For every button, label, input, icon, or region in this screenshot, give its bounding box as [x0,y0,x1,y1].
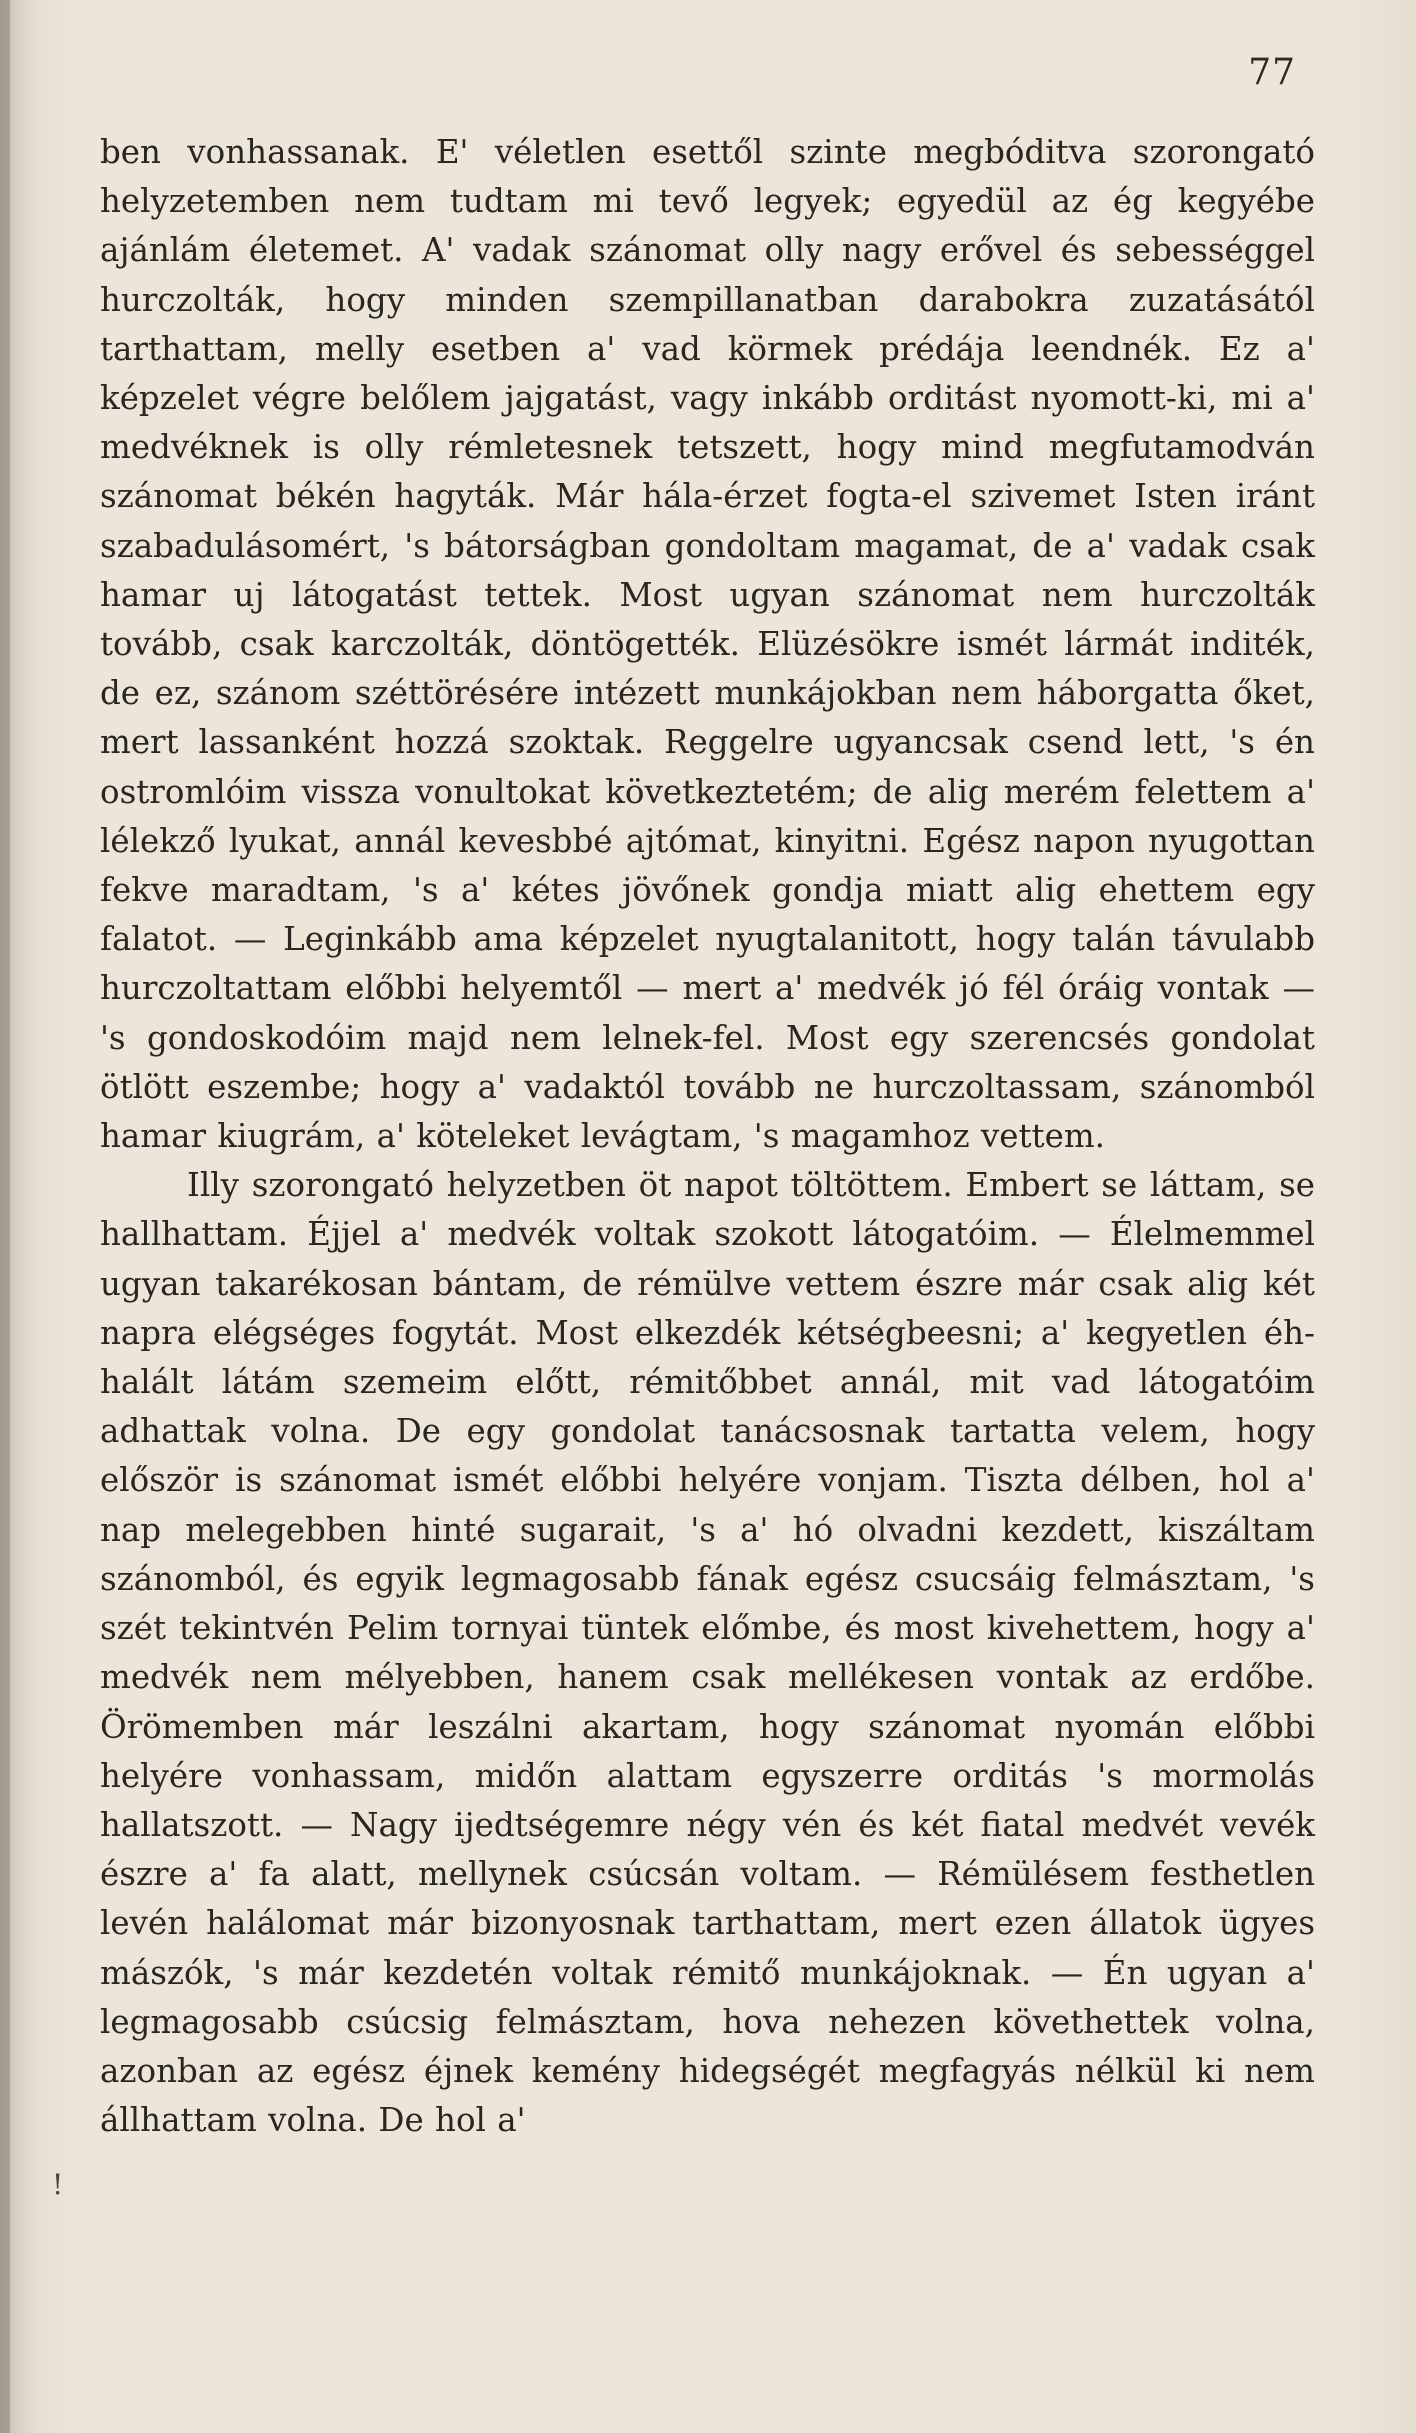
body-text [100,128,1315,2145]
binding-shadow [0,0,10,2433]
paragraph-2: Illy szorongató helyzetben öt napot töltöttem. Embert se láttam, se hallhattam. Éjjel a' medvék voltak szokott látogatóim. — Élelmemmel ugyan takarékosan bántam, de rémülve vettem észre már csak alig két napra elégséges fogytát. Most elkezdék kétségbeesni; a' kegyetlen éh-halált látám szemeim előtt, rémitőbbet annál, mit vad látogatóim adhattak volna. De egy gondolat tanácsosnak tartatta velem, hogy először is szánomat ismét előbbi helyére vonjam. Tiszta délben, hol a' nap melegebben hinté sugarait, 's a' hó olvadni kezdett, kiszáltam szánomból, és egyik legmagosabb fának egész csucsáig felmásztam, 's szét tekintvén Pelim tornyai tüntek előmbe, és most kivehettem, hogy a' medvék nem mélyebben, hanem csak mellékesen vontak az erdőbe. Örömemben már leszálni akartam, hogy szánomat nyomán előbbi helyére vonhassam, midőn alattam egyszerre orditás 's mormolás hallatszott. — Nagy ijedtségemre négy vén és két fiatal medvét vevék észre a' fa alatt, mellynek csúcsán voltam. — Rémülésem festhetlen levén halálomat már bizonyosnak tarthattam, mert ezen állatok ügyes mászók, 's már kezdetén voltak rémitő munkájoknak. — Én ugyan a' legmagosabb csúcsig felmásztam, hova nehezen követhettek volna, azonban az egész éjnek kemény hidegségét megfagyás nélkül ki nem állhattam volna. De hol a' [100,1166,1315,2140]
page-number: 77 [1248,52,1296,93]
margin-mark: ! [52,2168,64,2201]
paragraph-1: ben vonhassanak. E' véletlen esettől szinte megbóditva szorongató helyzetemben nem tudtam mi tevő legyek; egyedül az ég kegyébe ajánlám életemet. A' vadak szánomat olly nagy erővel és sebességgel hurczolták, hogy minden szempillanatban darabokra zuzatásától tarthattam, melly esetben a' vad körmek prédája leendnék. Ez a' képzelet végre belőlem jajgatást, vagy inkább orditást nyomott-ki, mi a' medvéknek is olly rémletesnek tetszett, hogy mind megfutamodván szánomat békén hagyták. Már hála-érzet fogta-el szivemet Isten iránt szabadulásomért, 's bátorságban gondoltam magamat, de a' vadak csak hamar uj látogatást tettek. Most ugyan szánomat nem hurczolták tovább, csak karczolták, döntögették. Elüzésökre ismét lármát inditék, de ez, szánom széttörésére intézett munkájokban nem háborgatta őket, mert lassanként hozzá szoktak. Reggelre ugyancsak csend lett, 's én ostromlóim vissza vonultokat következtetém; de alig merém felettem a' lélekző lyukat, annál kevesbbé ajtómat, kinyitni. Egész napon nyugottan fekve maradtam, 's a' kétes jövőnek gondja miatt alig ehettem egy falatot. — Leginkább ama képzelet nyugtalanitott, hogy talán távulabb hurczoltattam előbbi helyemtől — mert a' medvék jó fél óráig vontak — 's gondoskodóim majd nem lelnek-fel. Most egy szerencsés gondolat ötlött eszembe; hogy a' vadaktól tovább ne hurczoltassam, szánomból hamar kiugrám, a' köteleket levágtam, 's magamhoz vettem. [100,133,1315,1156]
